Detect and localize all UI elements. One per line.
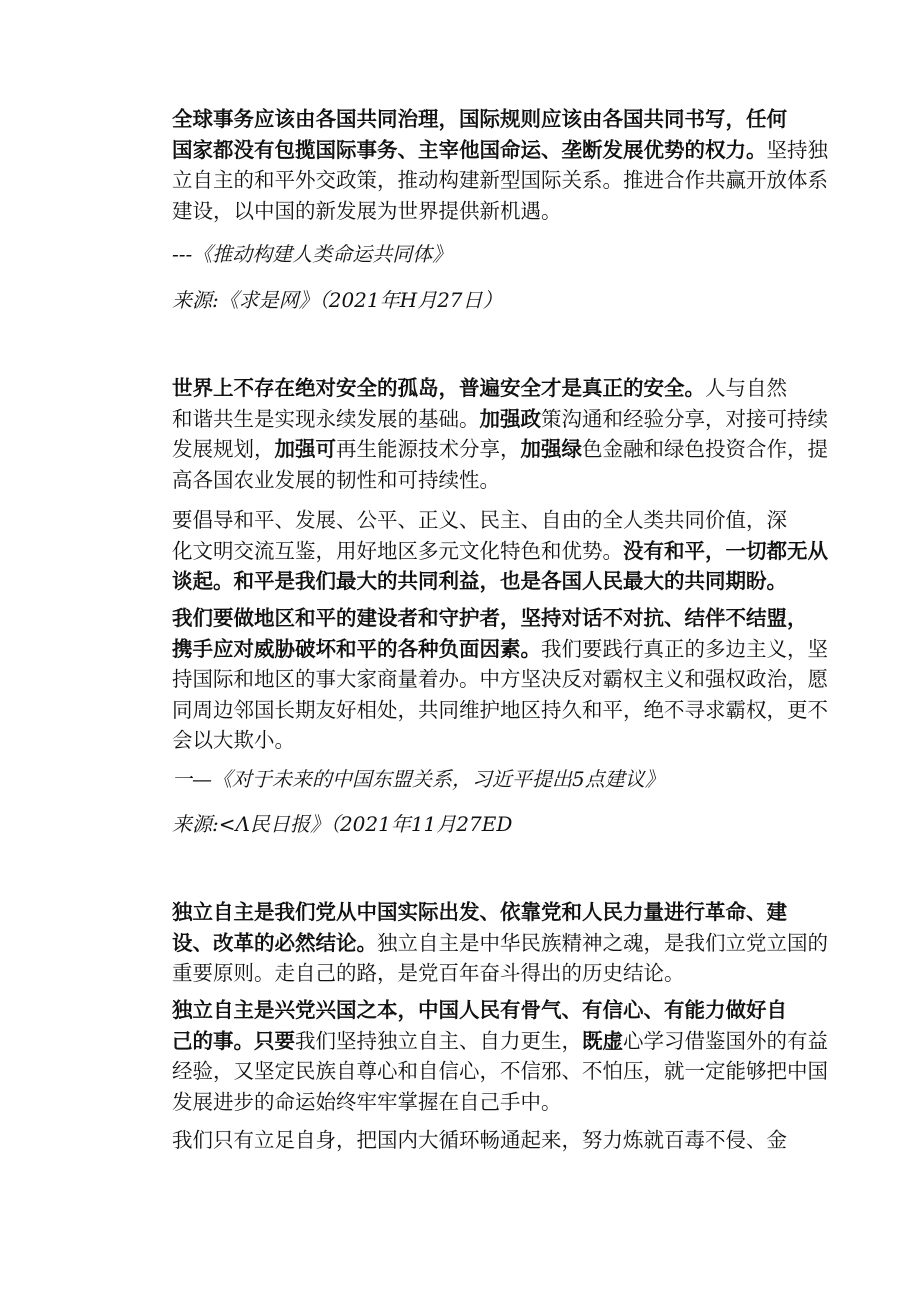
text-line bbox=[172, 995, 787, 1026]
text-line bbox=[172, 373, 787, 404]
text-run: 坚持独 bbox=[766, 137, 828, 162]
text-run: 化文明交流互鉴，用好地区多元文化特色和优势。 bbox=[172, 538, 623, 563]
text-line bbox=[172, 1125, 787, 1156]
text-line bbox=[172, 634, 828, 665]
text-line bbox=[172, 1026, 828, 1057]
paragraph-self-reliance bbox=[172, 1125, 787, 1156]
citation-title-1: ---《推动构建人类命运共同体》 bbox=[172, 242, 453, 266]
bold-text-run: 国家都没有包揽国际事务、主宰他国命运、垄断发展优势的权力。 bbox=[172, 137, 767, 162]
text-line bbox=[172, 505, 787, 536]
text-run: 同周边邻国长期友好相处，共同维护地区持久和平，绝不寻求霸权，更不 bbox=[172, 697, 828, 722]
bold-text-run: 我们要做地区和平的建设者和守护者，坚持对话不对抗、结伴不结盟， bbox=[172, 606, 808, 630]
paragraph-independence-1 bbox=[172, 897, 828, 989]
bold-text-run: 独立自主是我们党从中国实际出发、依靠党和人民力量进行革命、建 bbox=[172, 900, 787, 924]
text-line bbox=[172, 1087, 778, 1118]
text-line bbox=[172, 465, 778, 496]
text-run: 色金融和绿色投资合作，提 bbox=[582, 437, 828, 461]
text-run: 再生能源技术分享， bbox=[336, 437, 521, 461]
text-run: 独立自主是中华民族精神之魂，是我们立党立国的 bbox=[377, 930, 828, 955]
text-line bbox=[172, 404, 828, 435]
text-line bbox=[172, 165, 828, 196]
text-line bbox=[172, 434, 828, 465]
text-line bbox=[172, 928, 828, 959]
bold-text-run: 全球事务应该由各国共同治理，国际规则应该由各国共同书写，任何 bbox=[172, 107, 787, 131]
citation-source-1: 来源:《求是网》（2021年H月27日） bbox=[172, 288, 503, 312]
text-line bbox=[172, 196, 778, 227]
text-run: 高各国农业发展的韧性和可持续性。 bbox=[172, 467, 500, 492]
bold-text-run: 独立自主是兴党兴国之本，中国人民有骨气、有信心、有能力做好自 bbox=[172, 998, 787, 1022]
bold-text-run: 加强政 bbox=[479, 406, 541, 431]
text-run: 经验，又坚定民族自尊心和自信心，不信邪、不怕压，就一定能够把中国 bbox=[172, 1059, 828, 1083]
text-run: 人与自然 bbox=[705, 376, 787, 400]
text-line bbox=[172, 958, 778, 989]
text-line bbox=[172, 664, 828, 695]
text-run: 和谐共生是实现永续发展的基础。 bbox=[172, 406, 480, 431]
text-line bbox=[172, 725, 778, 756]
text-run: 要倡导和平、发展、公平、正义、民主、自由的全人类共同价值，深 bbox=[172, 508, 787, 532]
bold-text-run: 谈起。和平是我们最大的共同利益，也是各国人民最大的共同期盼。 bbox=[172, 569, 787, 593]
bold-text-run: 世界上不存在绝对安全的孤岛，普遍安全才是真正的安全。 bbox=[172, 376, 705, 400]
text-run: 建设，以中国的新发展为世界提供新机遇。 bbox=[172, 198, 562, 223]
paragraph-independence-2 bbox=[172, 995, 828, 1117]
text-line bbox=[172, 1056, 828, 1087]
text-run: 我们要践行真正的多边主义，坚 bbox=[541, 636, 828, 661]
paragraph-regional-peace bbox=[172, 603, 828, 756]
bold-text-run: 没有和平，一切都无从 bbox=[623, 538, 828, 563]
text-line bbox=[172, 897, 787, 928]
text-line bbox=[172, 104, 787, 135]
text-run: 发展进步的命运始终牢牢掌握在自己手中。 bbox=[172, 1089, 562, 1114]
text-line bbox=[172, 135, 828, 166]
citation-title-2: 一—《对于未来的中国东盟关系，习近平提出5点建议》 bbox=[172, 767, 665, 791]
text-run: 策沟通和经验分享，对接可持续 bbox=[541, 406, 828, 431]
text-line bbox=[172, 536, 828, 567]
text-run: 会以大欺小。 bbox=[172, 728, 295, 752]
paragraph-global-governance bbox=[172, 104, 828, 226]
bold-text-run: 既虚 bbox=[582, 1028, 623, 1053]
text-run: 心学习借鉴国外的有益 bbox=[623, 1028, 828, 1053]
text-run: 发展规划， bbox=[172, 437, 275, 461]
text-run: 我们只有立足自身，把国内大循环畅通起来，努力炼就百毒不侵、金 bbox=[172, 1128, 787, 1152]
text-line bbox=[172, 695, 828, 726]
bold-text-run: 己的事。只要 bbox=[172, 1028, 295, 1053]
bold-text-run: 加强绿 bbox=[520, 437, 582, 461]
bold-text-run: 加强可 bbox=[274, 437, 336, 461]
text-run: 我们坚持独立自主、自力更生， bbox=[295, 1028, 582, 1053]
paragraph-peace-values bbox=[172, 505, 828, 597]
bold-text-run: 设、改革的必然结论。 bbox=[172, 930, 377, 955]
text-line bbox=[172, 566, 787, 597]
paragraph-security bbox=[172, 373, 828, 495]
text-run: 持国际和地区的事大家商量着办。中方坚决反对霸权主义和强权政治，愿 bbox=[172, 667, 828, 691]
citation-source-2: 来源:<Λ民日报》（2021年11月27ED bbox=[172, 812, 513, 836]
text-run: 重要原则。走自己的路，是党百年奋斗得出的历史结论。 bbox=[172, 961, 685, 985]
bold-text-run: 携手应对威胁破坏和平的各种负面因素。 bbox=[172, 636, 541, 661]
text-run: 立自主的和平外交政策，推动构建新型国际关系。推进合作共赢开放体系 bbox=[172, 168, 828, 192]
text-line bbox=[172, 603, 808, 634]
